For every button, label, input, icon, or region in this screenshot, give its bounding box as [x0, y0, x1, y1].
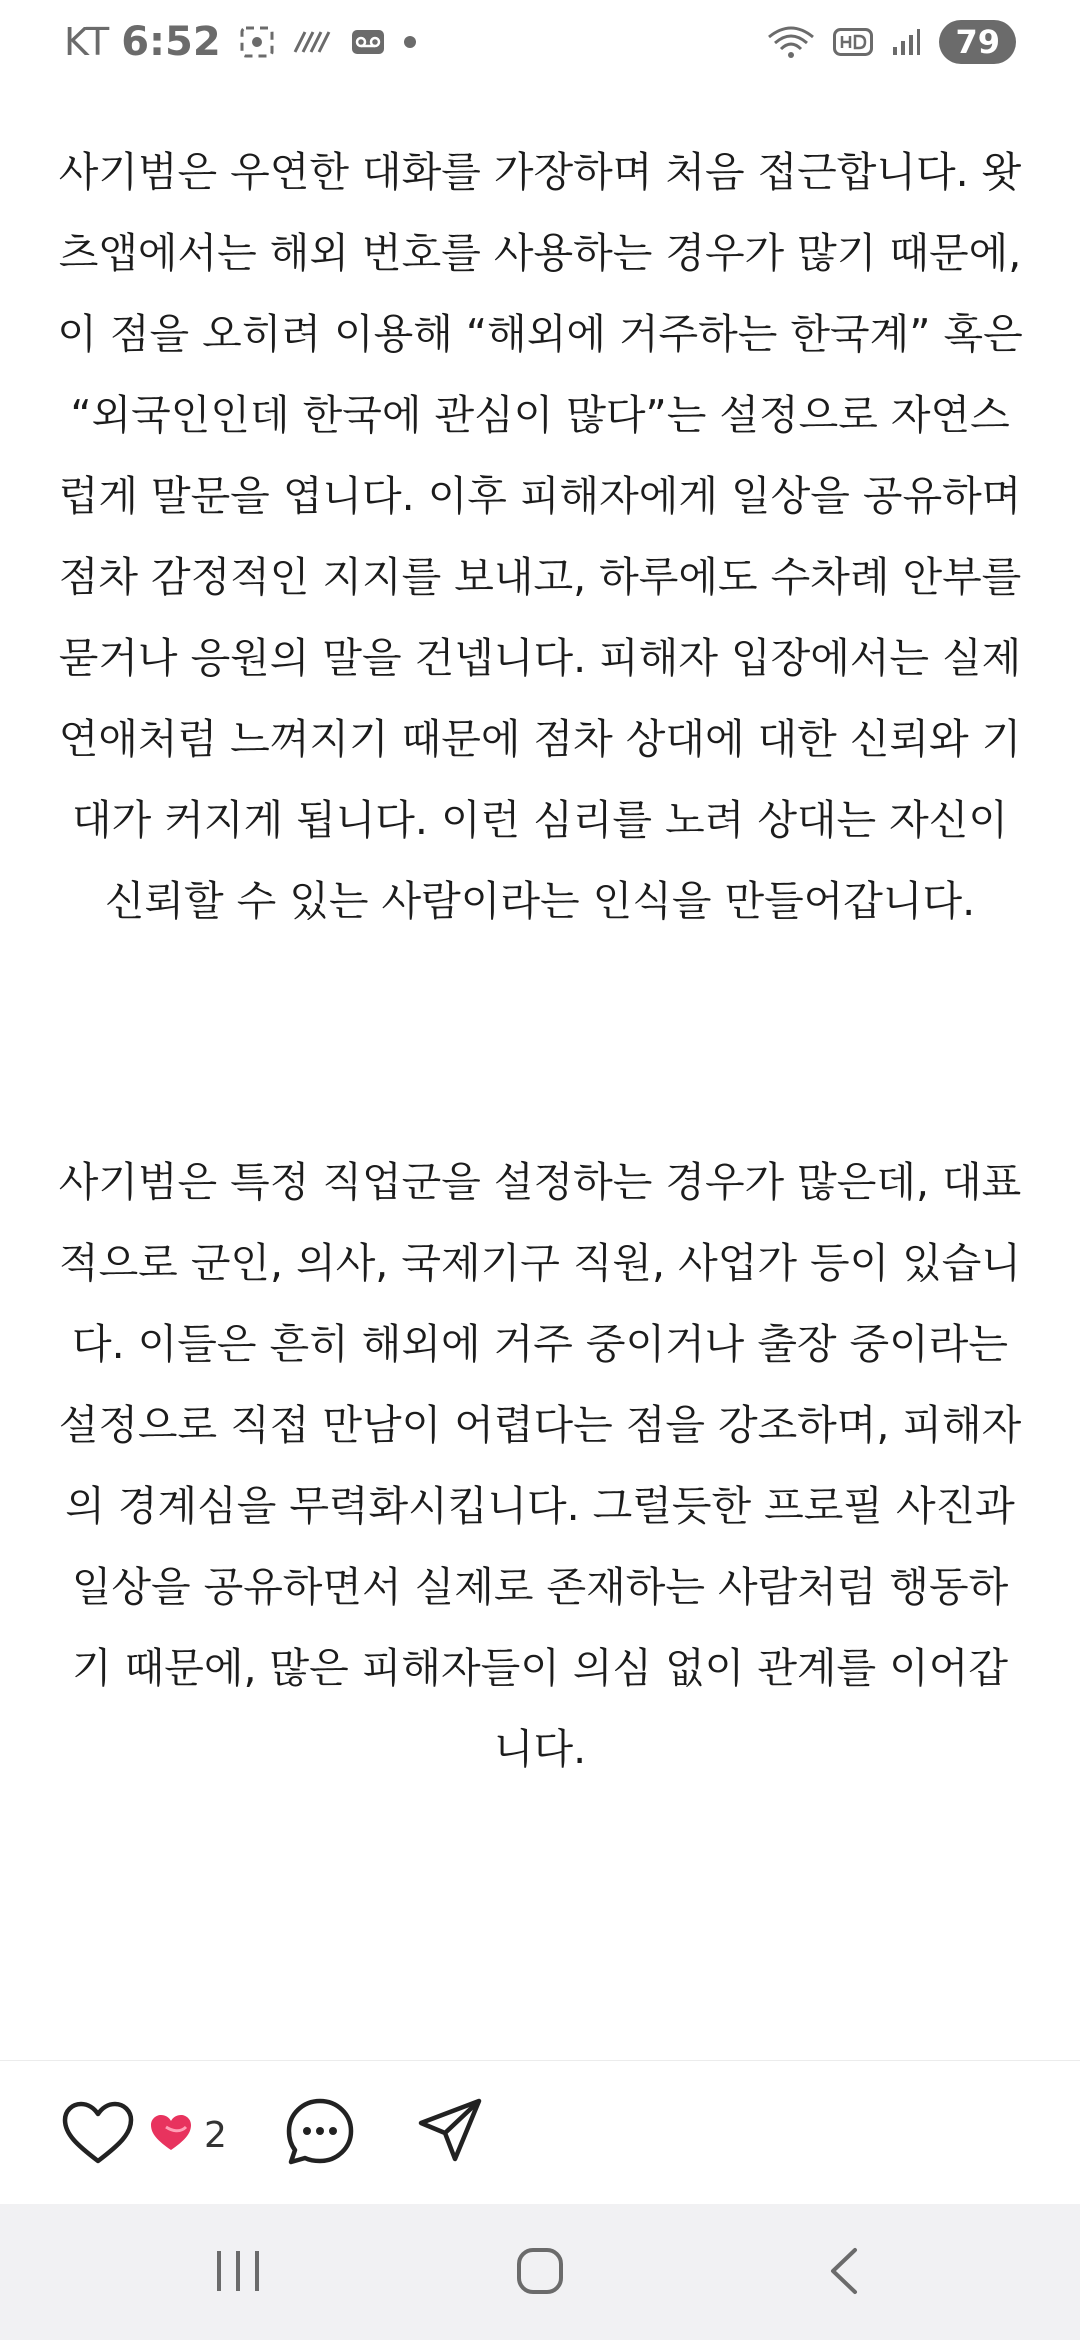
like-button[interactable]: [58, 2099, 138, 2169]
battery-indicator: 79: [939, 20, 1016, 64]
comment-button[interactable]: [282, 2095, 358, 2171]
share-button[interactable]: [414, 2095, 486, 2167]
voicemail-icon: [351, 29, 385, 55]
post-action-bar: [0, 2060, 1080, 2204]
send-icon: [417, 2097, 483, 2166]
home-icon: [516, 2247, 564, 2298]
home-button[interactable]: [500, 2238, 580, 2306]
likes-count: 2: [204, 2114, 227, 2156]
signal-icon: [891, 27, 921, 57]
heart-outline-icon: [61, 2101, 135, 2168]
haptic-icon: [293, 30, 333, 54]
screenshot-icon: [239, 25, 275, 59]
heart-filled-icon: [148, 2113, 194, 2157]
dot-icon: [403, 35, 417, 49]
post-content: [56, 132, 1024, 1790]
likes-summary[interactable]: [148, 2107, 227, 2163]
back-button[interactable]: [804, 2238, 884, 2306]
carrier-label: KT: [64, 20, 110, 64]
status-bar-right: [767, 20, 1016, 64]
status-bar: [0, 0, 1080, 84]
recents-icon: [213, 2249, 263, 2296]
status-bar-left: [64, 19, 417, 65]
comment-bubble-icon: [285, 2097, 355, 2170]
wifi-icon: [767, 25, 815, 59]
clock: 6:52: [121, 19, 221, 65]
post-paragraph: 사기범은 특정 직업군을 설정하는 경우가 많은데, 대표적으로 군인, 의사, 국제기구 직원, 사업가 등이 있습니다. 이들은 흔히 해외에 거주 중이거나 출장 중이라는 설정으로 직접 만남이 어렵다는 점을 강조하며, 피해자의 경계심을 무력화시킵니다. 그럴듯한 프로필 사진과 일상을 공유하면서 실제로 존재하는 사람처럼 행동하기 때문에, 많은 피해자들이 의심 없이 관계를 이어갑니다.: [58, 1158, 1022, 1773]
recents-button[interactable]: [198, 2238, 278, 2306]
hd-icon: [833, 28, 873, 56]
post-paragraph: 사기범은 우연한 대화를 가장하며 처음 접근합니다. 왓츠앱에서는 해외 번호를 사용하는 경우가 많기 때문에, 이 점을 오히려 이용해 “해외에 거주하는 한국계” 혹은 “외국인인데 한국에 관심이 많다”는 설정으로 자연스럽게 말문을 엽니다. 이후 피해자에게 일상을 공유하며 점차 감정적인 지지를 보내고, 하루에도 수차례 안부를 묻거나 응원의 말을 건넵니다. 피해자 입장에서는 실제 연애처럼 느껴지기 때문에 점차 상대에 대한 신뢰와 기대가 커지게 됩니다. 이런 심리를 노려 상대는 자신이 신뢰할 수 있는 사람이라는 인식을 만들어갑니다.: [57, 148, 1023, 925]
system-nav-bar: [0, 2204, 1080, 2340]
back-icon: [827, 2246, 861, 2299]
